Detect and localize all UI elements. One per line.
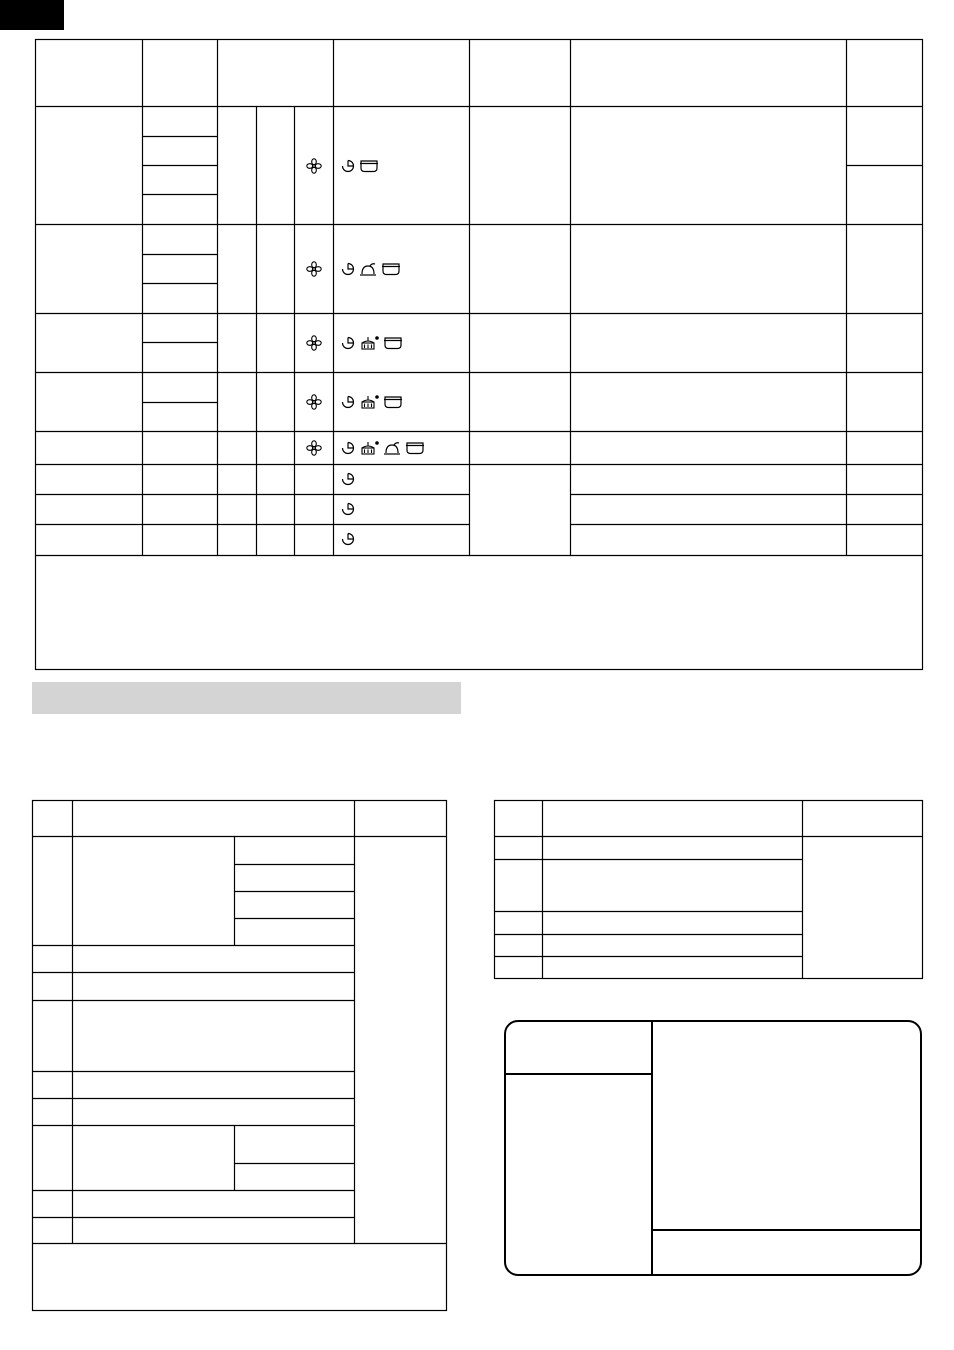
timer-icon [341, 336, 355, 350]
fan-icon [306, 261, 322, 277]
info-box-divider [651, 1022, 653, 1274]
tray-icon [381, 262, 401, 276]
cake-icon [359, 440, 379, 456]
info-box-footer-rule [651, 1229, 922, 1231]
timer-icon [341, 532, 355, 546]
icon-group-row-3 [341, 335, 403, 351]
info-box [504, 1020, 922, 1276]
icon-group-row-5 [341, 440, 425, 456]
timer-icon [341, 395, 355, 409]
icon-group-row-4 [341, 394, 403, 410]
cake-icon [359, 394, 379, 410]
tray-icon [383, 395, 403, 409]
info-box-header-rule [506, 1073, 653, 1075]
fan-icon [306, 158, 322, 174]
kettle-icon [359, 261, 377, 277]
timer-icon [341, 441, 355, 455]
tray-icon [383, 336, 403, 350]
fan-icon [306, 335, 322, 351]
tray-icon [359, 159, 379, 173]
kettle-icon [383, 440, 401, 456]
bottom-right-table [495, 801, 923, 979]
tray-icon [405, 441, 425, 455]
timer-icon [341, 472, 355, 486]
section-heading-bar [32, 682, 461, 714]
cake-icon [359, 335, 379, 351]
icon-group-row-1 [341, 158, 379, 174]
timer-icon [341, 502, 355, 516]
timer-icon [341, 262, 355, 276]
fan-icon [306, 440, 322, 456]
timer-icon [341, 159, 355, 173]
icon-group-row-2 [341, 261, 401, 277]
fan-icon [306, 394, 322, 410]
